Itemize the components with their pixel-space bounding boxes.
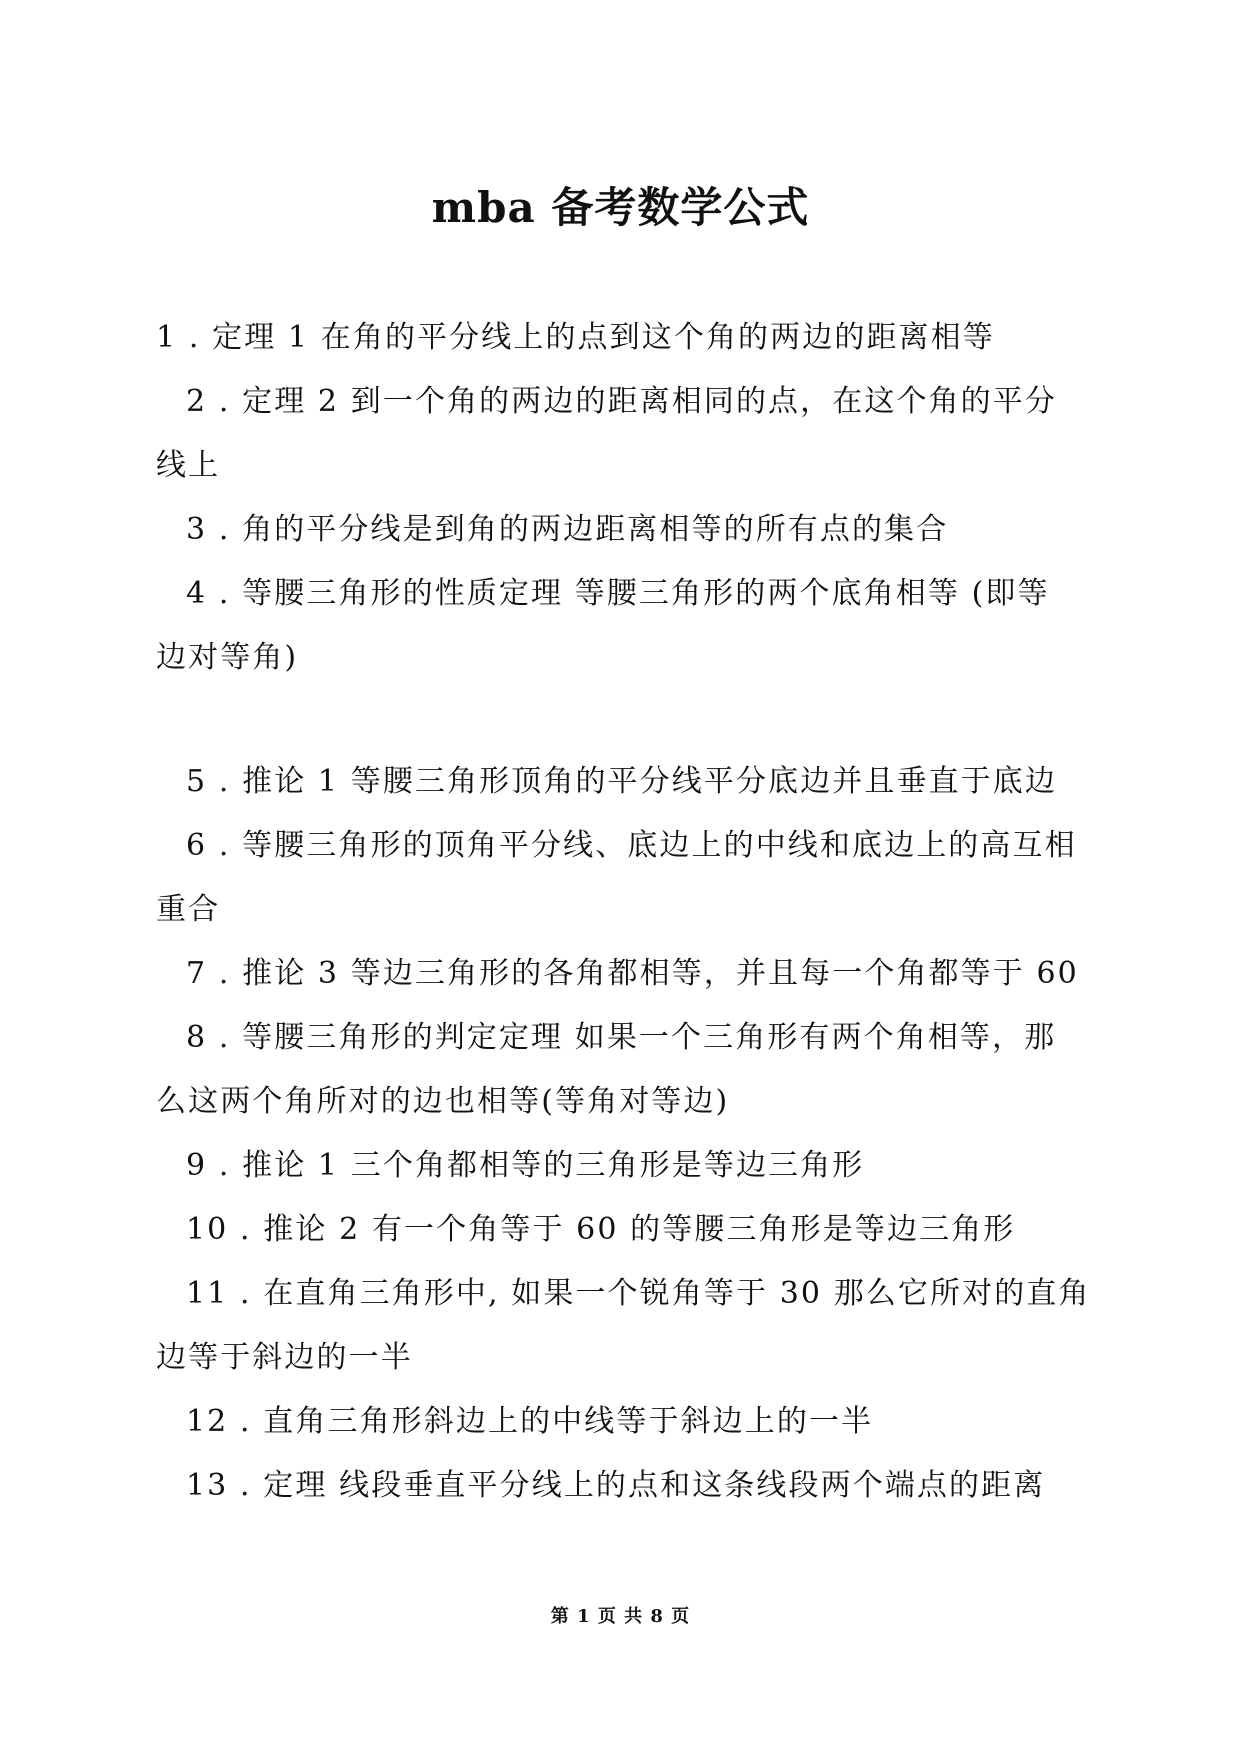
page-footer: 第 1 页 共 8 页 [550, 1606, 691, 1627]
document-title: mba 备考数学公式 [431, 183, 810, 232]
text-line: 13 . 定理 线段垂直平分线上的点和这条线段两个端点的距离 [186, 1468, 1046, 1503]
text-line: 5 . 推论 1 等腰三角形顶角的平分线平分底边并且垂直于底边 [186, 764, 1057, 799]
text-line: 9 . 推论 1 三个角都相等的三角形是等边三角形 [186, 1148, 865, 1183]
text-line: 1 . 定理 1 在角的平分线上的点到这个角的两边的距离相等 [156, 320, 995, 355]
text-line: 边等于斜边的一半 [156, 1340, 413, 1375]
paragraph-gap [156, 690, 1090, 750]
text-line: 6 . 等腰三角形的顶角平分线、底边上的中线和底边上的高互相 [186, 828, 1077, 863]
text-line: 4 . 等腰三角形的性质定理 等腰三角形的两个底角相等 (即等 [186, 576, 1050, 611]
text-line: 8 . 等腰三角形的判定定理 如果一个三角形有两个角相等，那 [186, 1020, 1057, 1055]
text-line: 边对等角) [156, 640, 299, 675]
text-line: 7 . 推论 3 等边三角形的各角都相等，并且每一个角都等于 60 [186, 956, 1079, 991]
text-line: 么这两个角所对的边也相等(等角对等边) [156, 1084, 730, 1119]
text-line: 2 . 定理 2 到一个角的两边的距离相同的点，在这个角的平分 [186, 384, 1057, 419]
text-line: 线上 [156, 448, 221, 483]
text-line: 重合 [156, 892, 221, 927]
text-line: 12 . 直角三角形斜边上的中线等于斜边上的一半 [186, 1404, 874, 1439]
text-line: 11 . 在直角三角形中, 如果一个锐角等于 30 那么它所对的直角 [186, 1276, 1091, 1311]
text-line: 10 . 推论 2 有一个角等于 60 的等腰三角形是等边三角形 [186, 1212, 1016, 1247]
document-body [156, 306, 1090, 1518]
text-line: 3 . 角的平分线是到角的两边距离相等的所有点的集合 [186, 512, 949, 547]
